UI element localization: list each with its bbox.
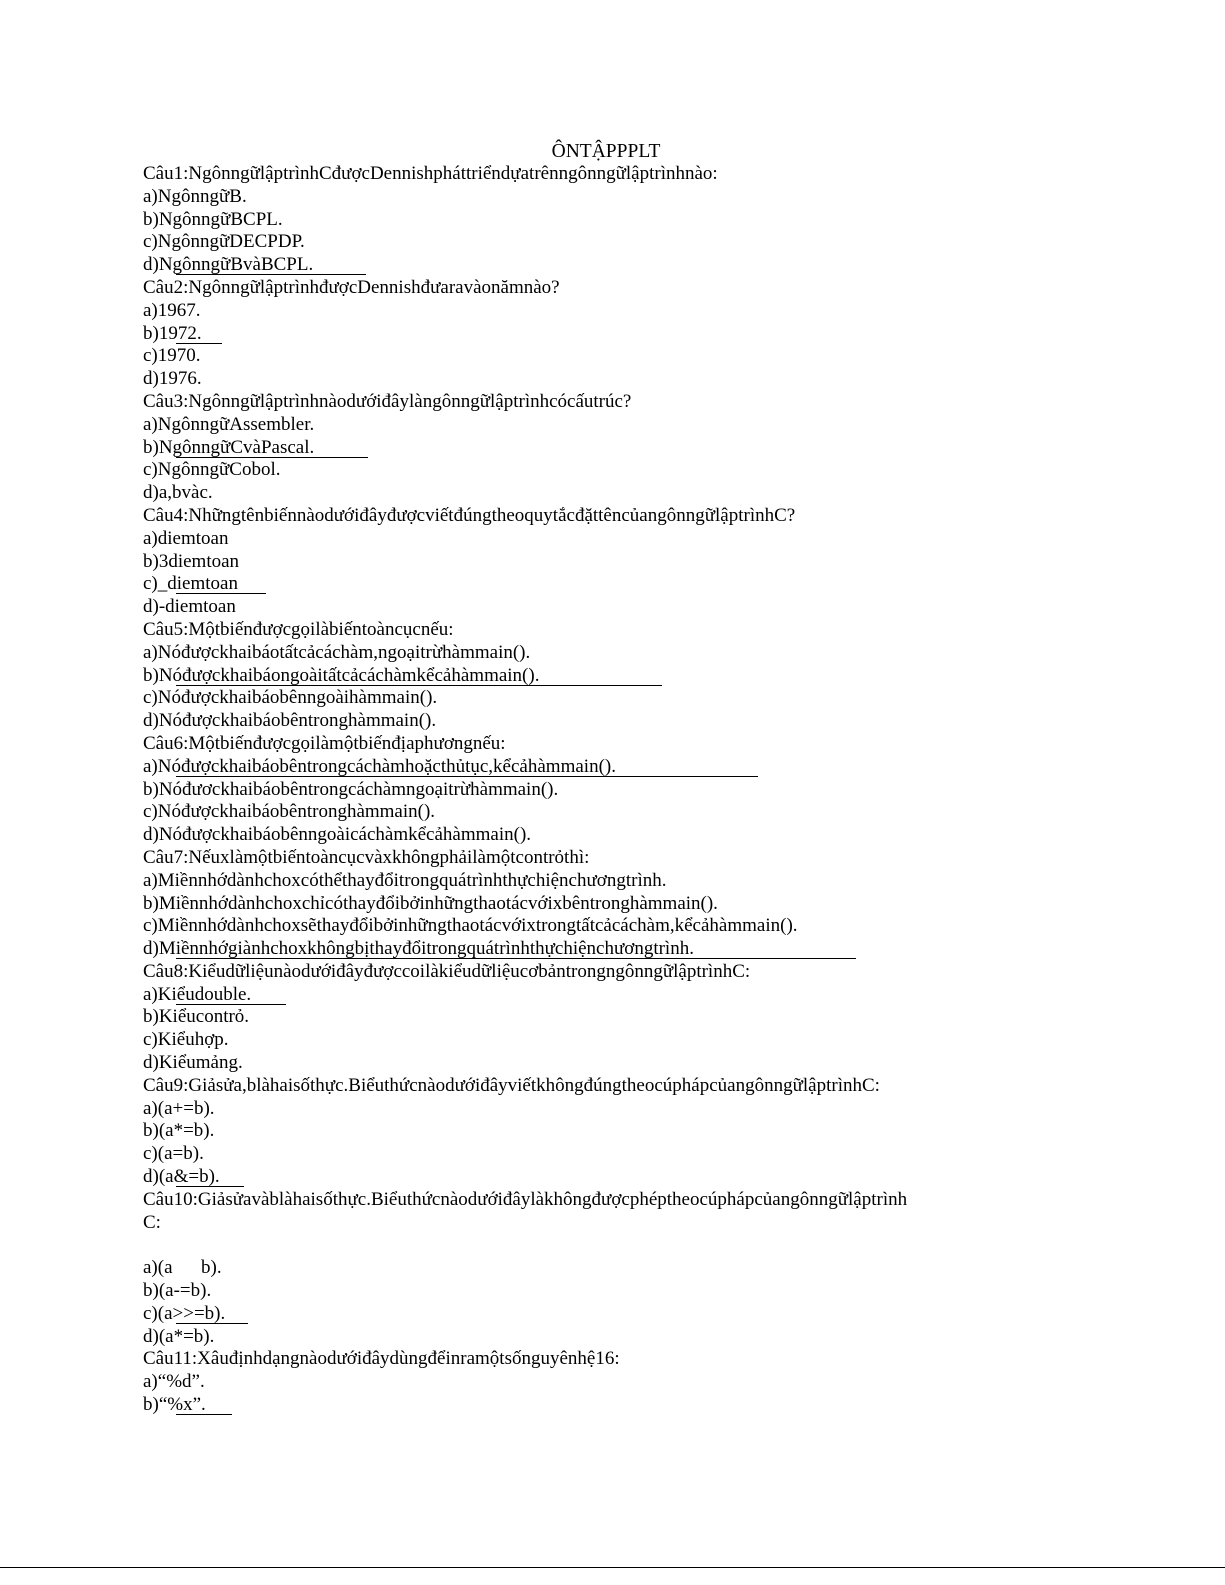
- answer-2c: c)1970.: [143, 345, 201, 367]
- answer-5c: c)Nóđượckhaibáobênngoàihàmmain().: [143, 687, 438, 709]
- answer-4b: b)3diemtoan: [143, 550, 240, 572]
- answer-4d: d)-diemtoan: [143, 596, 236, 618]
- question-1: Câu1:NgônngữlậptrìnhCđượcDennishpháttriểndựatrênngônngữlậptrìnhnào:: [143, 163, 718, 184]
- answer-1c: c)NgônngữDECPDP.: [143, 231, 305, 253]
- answer-6d: d)Nóđượckhaibáobênngoàicáchàmkểcảhàmmain().: [143, 824, 532, 846]
- answer-8b: b)Kiểucontrỏ.: [143, 1006, 250, 1028]
- answer-8c: c)Kiểuhợp.: [143, 1029, 229, 1051]
- question-3: Câu3:Ngônngữlậptrìnhnàodướiđâylàngônngữlậptrìnhcócấutrúc?: [143, 390, 632, 412]
- answer-underline: [176, 1004, 286, 1005]
- answer-3b: b)NgônngữCvàPascal.: [143, 437, 1143, 460]
- question-2: Câu2:NgônngữlậptrìnhđượcDennishđưaravàonămnào?: [143, 276, 560, 298]
- answer-underline: [176, 958, 856, 959]
- answer-9c: c)(a=b).: [143, 1143, 204, 1165]
- answer-11a: a)“%d”.: [143, 1371, 205, 1393]
- answer-7d: d)Miềnnhớgiànhchoxkhôngbịthayđổitrongquátrìnhthựchiệnchươngtrình.: [143, 938, 1143, 961]
- question-11: Câu11:Xâuđịnhdạngnàodướiđâydùngđểinramộtsốnguyênhệ16:: [143, 1348, 620, 1370]
- answer-underline: [176, 593, 266, 594]
- answer-underline: [176, 1186, 244, 1187]
- answer-1a: a)NgônngữB.: [143, 185, 247, 207]
- answer-10d: d)(a*=b).: [143, 1325, 215, 1347]
- answer-5a: a)Nóđượckhaibáotấtcảcáchàm,ngoạitrừhàmmain().: [143, 641, 531, 663]
- page-title: ÔNTẬPPPLT: [551, 141, 661, 162]
- answer-9a: a)(a+=b).: [143, 1097, 215, 1119]
- answer-underline: [176, 274, 366, 275]
- answer-underline: [176, 1323, 248, 1324]
- answer-7b: b)Miềnnhớdànhchoxchỉcóthayđổibởinhữngthaotácvớixbêntronghàmmain().: [143, 892, 718, 914]
- answer-7a: a)Miềnnhớdànhchoxcóthểthayđổitrongquátrìnhthựchiệnchươngtrình.: [143, 869, 667, 891]
- question-6: Câu6:Mộtbiếnđượcgọilàmộtbiếnđịaphươngnếu:: [143, 732, 506, 754]
- question-8: Câu8:KiểudữliệunàodướiđâyđượccoilàkiểudữliệucơbảntrongngônngữlậptrìnhC:: [143, 960, 751, 982]
- answer-2d: d)1976.: [143, 368, 202, 390]
- answer-5d: d)Nóđượckhaibáobêntronghàmmain().: [143, 710, 437, 732]
- answer-2a: a)1967.: [143, 299, 201, 321]
- answer-2b: b)1972.: [143, 323, 1143, 346]
- answer-5b: b)Nóđượckhaibáongoàitấtcảcáchàmkểcảhàmmain().: [143, 665, 1143, 688]
- answer-8a: a)Kiểudouble.: [143, 984, 1143, 1007]
- question-9: Câu9:Giảsửa,blàhaisốthực.BiểuthứcnàodướiđâyviếtkhôngđúngtheocúphápcủangônngữlậptrìnhC:: [143, 1074, 880, 1096]
- question-7: Câu7:Nếuxlàmộtbiếntoàncụcvàxkhôngphảilàmộtcontrỏthì:: [143, 846, 590, 868]
- answer-underline: [176, 457, 368, 458]
- question-10: Câu10:Giảsửavàblàhaisốthực.Biểuthứcnàodướiđâylàkhôngđượcphéptheocúphápcủangônngữlậptrình: [143, 1188, 908, 1210]
- page-bottom-border: [0, 1567, 1225, 1568]
- question-list: [143, 163, 1143, 1417]
- answer-3a: a)NgônngữAssembler.: [143, 413, 315, 435]
- answer-10b: b)(a-=b).: [143, 1280, 212, 1302]
- answer-underline: [176, 1414, 232, 1415]
- answer-1b: b)NgônngữBCPL.: [143, 208, 283, 230]
- answer-3c: c)NgônngữCobol.: [143, 459, 281, 481]
- answer-6b: b)Nóđươckhaibáobêntrongcáchàmngoạitrừhàmmain().: [143, 778, 559, 800]
- blank-line: [143, 1234, 1143, 1257]
- answer-3d: d)a,bvàc.: [143, 482, 213, 504]
- answer-7c: c)Miềnnhớdànhchoxsẽthayđổibởinhữngthaotácvớixtrongtấtcảcáchàm,kểcảhàmmain().: [143, 915, 798, 937]
- answer-4c: c)_diemtoan: [143, 573, 1143, 596]
- answer-8d: d)Kiểumảng.: [143, 1052, 243, 1074]
- answer-1d: d)NgônngữBvàBCPL.: [143, 254, 1143, 277]
- answer-4a: a)diemtoan: [143, 527, 229, 549]
- answer-6a: a)Nóđượckhaibáobêntrongcáchàmhoặcthủtục,kểcảhàmmain().: [143, 756, 1143, 779]
- answer-underline: [176, 685, 662, 686]
- question-4: Câu4:NhữngtênbiếnnàodướiđâyđượcviếtđúngtheoquytắcđặttêncủangônngữlậptrìnhC?: [143, 504, 796, 526]
- answer-9b: b)(a*=b).: [143, 1120, 215, 1142]
- answer-underline: [176, 343, 222, 344]
- question-5: Câu5:Mộtbiếnđượcgọilàbiếntoàncụcnếu:: [143, 618, 454, 640]
- question-10-cont: C:: [143, 1211, 161, 1233]
- answer-6c: c)Nóđượckhaibáobêntronghàmmain().: [143, 801, 436, 823]
- answer-10c: c)(a>>=b).: [143, 1303, 1143, 1326]
- answer-10a: a)(a b).: [143, 1257, 222, 1279]
- answer-9d: d)(a&=b).: [143, 1166, 1143, 1189]
- answer-11b: b)“%x”.: [143, 1394, 1143, 1417]
- answer-underline: [176, 776, 758, 777]
